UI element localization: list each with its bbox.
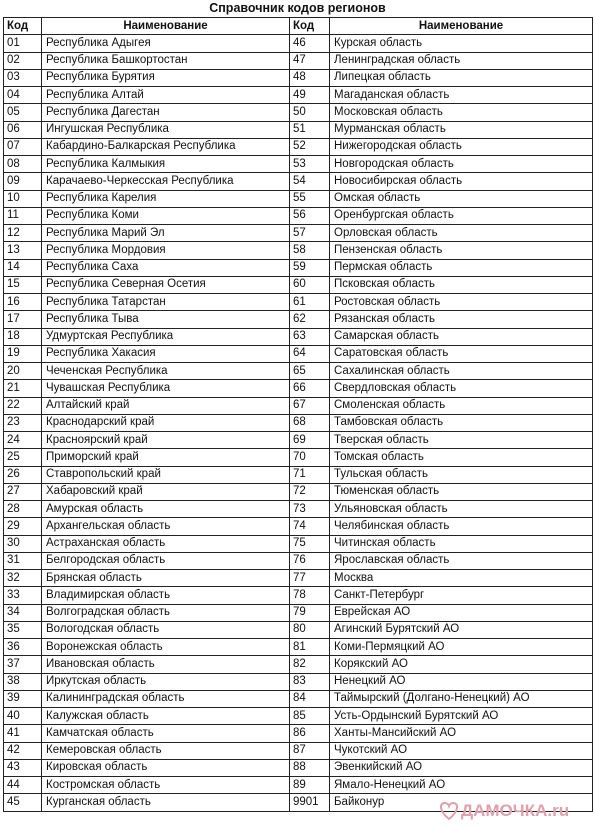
table-row [4,587,593,604]
region-code: 62 [290,311,330,328]
region-name: Алтайский край [42,397,290,414]
region-name: Томская область [330,449,593,466]
region-name: Тверская область [330,432,593,449]
region-code: 09 [4,173,42,190]
region-name: Агинский Бурятский АО [330,621,593,638]
table-row [4,35,593,52]
region-name: Корякский АО [330,656,593,673]
region-code: 53 [290,156,330,173]
region-code: 13 [4,242,42,259]
region-name: Ставропольский край [42,466,290,483]
region-code: 84 [290,690,330,707]
region-code: 39 [4,690,42,707]
region-name: Курганская область [42,794,290,811]
region-name: Ханты-Мансийский АО [330,725,593,742]
region-name: Костромская область [42,777,290,794]
region-code: 08 [4,156,42,173]
table-row [4,87,593,104]
table-row [4,380,593,397]
region-name: Республика Коми [42,207,290,224]
region-name: Республика Алтай [42,87,290,104]
region-code: 41 [4,725,42,742]
region-name: Ямало-Ненецкий АО [330,777,593,794]
region-name: Псковская область [330,276,593,293]
region-code: 11 [4,207,42,224]
region-name: Рязанская область [330,311,593,328]
region-name: Воронежская область [42,639,290,656]
table-row [4,552,593,569]
region-code: 56 [290,207,330,224]
region-name: Архангельская область [42,518,290,535]
table-row [4,363,593,380]
region-name: Республика Хакасия [42,345,290,362]
region-name: Белгородская область [42,552,290,569]
table-row [4,639,593,656]
region-code: 23 [4,414,42,431]
region-name: Самарская область [330,328,593,345]
region-code: 14 [4,259,42,276]
table-row [4,69,593,86]
region-name: Республика Калмыкия [42,156,290,173]
region-name: Камчатская область [42,725,290,742]
region-name: Ненецкий АО [330,673,593,690]
region-code: 55 [290,190,330,207]
region-name: Брянская область [42,570,290,587]
region-name: Амурская область [42,501,290,518]
region-name: Омская область [330,190,593,207]
region-code: 35 [4,621,42,638]
region-code: 59 [290,259,330,276]
region-code: 51 [290,121,330,138]
region-name: Тюменская область [330,483,593,500]
region-code: 07 [4,138,42,155]
region-code: 48 [290,69,330,86]
region-code: 79 [290,604,330,621]
region-code: 50 [290,104,330,121]
region-name: Кемеровская область [42,742,290,759]
region-code: 86 [290,725,330,742]
region-name: Тамбовская область [330,414,593,431]
region-code: 04 [4,87,42,104]
region-code: 22 [4,397,42,414]
region-codes-table [3,17,593,812]
region-code: 24 [4,432,42,449]
region-name: Еврейская АО [330,604,593,621]
region-code: 52 [290,138,330,155]
region-name: Чеченская Республика [42,363,290,380]
region-code: 33 [4,587,42,604]
region-name: Владимирская область [42,587,290,604]
region-code: 77 [290,570,330,587]
table-row [4,777,593,794]
region-name: Орловская область [330,225,593,242]
region-code: 64 [290,345,330,362]
region-code: 69 [290,432,330,449]
region-name: Ульяновская область [330,501,593,518]
region-code: 81 [290,639,330,656]
region-code: 06 [4,121,42,138]
region-name: Курская область [330,35,593,52]
region-code: 44 [4,777,42,794]
region-code: 03 [4,69,42,86]
region-code: 19 [4,345,42,362]
region-name: Эвенкийский АО [330,759,593,776]
region-code: 63 [290,328,330,345]
region-code: 73 [290,501,330,518]
region-name: Кабардино-Балкарская Республика [42,138,290,155]
table-row [4,190,593,207]
table-row [4,294,593,311]
region-code: 60 [290,276,330,293]
region-name: Приморский край [42,449,290,466]
region-name: Магаданская область [330,87,593,104]
region-name: Краснодарский край [42,414,290,431]
table-row [4,345,593,362]
region-name: Вологодская область [42,621,290,638]
region-code: 37 [4,656,42,673]
region-name: Республика Саха [42,259,290,276]
header-code-right: Код [290,18,330,35]
region-name: Сахалинская область [330,363,593,380]
table-row [4,414,593,431]
region-name: Волгоградская область [42,604,290,621]
region-name: Ингушская Республика [42,121,290,138]
header-row [4,18,593,35]
region-name: Республика Мордовия [42,242,290,259]
region-name: Хабаровский край [42,483,290,500]
region-code: 82 [290,656,330,673]
region-code: 01 [4,35,42,52]
region-name: Свердловская область [330,380,593,397]
region-name: Карачаево-Черкесская Республика [42,173,290,190]
region-name: Кировская область [42,759,290,776]
region-name: Санкт-Петербург [330,587,593,604]
table-row [4,742,593,759]
region-code: 12 [4,225,42,242]
region-name: Чувашская Республика [42,380,290,397]
region-name: Республика Бурятия [42,69,290,86]
region-code: 57 [290,225,330,242]
page-title: Справочник кодов регионов [209,1,386,15]
region-name: Нижегородская область [330,138,593,155]
region-name: Саратовская область [330,345,593,362]
table-row [4,207,593,224]
table-row [4,276,593,293]
table-row [4,725,593,742]
region-name: Байконур [330,794,593,811]
region-code: 45 [4,794,42,811]
region-code: 30 [4,535,42,552]
region-code: 29 [4,518,42,535]
table-row [4,604,593,621]
table-row [4,156,593,173]
region-code: 27 [4,483,42,500]
region-name: Республика Северная Осетия [42,276,290,293]
region-name: Пермская область [330,259,593,276]
table-row [4,138,593,155]
region-name: Новосибирская область [330,173,593,190]
table-row [4,311,593,328]
region-code: 68 [290,414,330,431]
region-code: 15 [4,276,42,293]
region-name: Коми-Пермяцкий АО [330,639,593,656]
table-row [4,259,593,276]
region-code: 58 [290,242,330,259]
region-code: 32 [4,570,42,587]
table-row [4,397,593,414]
region-name: Мурманская область [330,121,593,138]
region-code: 26 [4,466,42,483]
region-name: Республика Башкортостан [42,52,290,69]
table-row [4,483,593,500]
region-code: 05 [4,104,42,121]
region-code: 31 [4,552,42,569]
region-code: 40 [4,708,42,725]
region-code: 65 [290,363,330,380]
region-code: 28 [4,501,42,518]
region-name: Ярославская область [330,552,593,569]
region-name: Республика Адыгея [42,35,290,52]
table-row [4,173,593,190]
region-code: 36 [4,639,42,656]
region-name: Таймырский (Долгано-Ненецкий) АО [330,690,593,707]
table-row [4,121,593,138]
region-code: 20 [4,363,42,380]
table-row [4,328,593,345]
region-name: Красноярский край [42,432,290,449]
region-name: Республика Тыва [42,311,290,328]
table-row [4,794,593,811]
table-row [4,432,593,449]
header-code-left: Код [4,18,42,35]
region-code: 78 [290,587,330,604]
region-name: Московская область [330,104,593,121]
header-name-right: Наименование [330,18,593,35]
region-name: Удмуртская Республика [42,328,290,345]
table-row [4,104,593,121]
table-row [4,673,593,690]
region-code: 16 [4,294,42,311]
region-code: 70 [290,449,330,466]
region-name: Челябинская область [330,518,593,535]
region-code: 85 [290,708,330,725]
region-name: Ивановская область [42,656,290,673]
region-code: 54 [290,173,330,190]
region-name: Республика Татарстан [42,294,290,311]
region-code: 80 [290,621,330,638]
table-row [4,708,593,725]
region-name: Калужская область [42,708,290,725]
region-name: Москва [330,570,593,587]
region-code: 72 [290,483,330,500]
region-code: 83 [290,673,330,690]
table-row [4,449,593,466]
region-code: 88 [290,759,330,776]
region-code: 87 [290,742,330,759]
header-name-left: Наименование [42,18,290,35]
region-code: 71 [290,466,330,483]
region-code: 61 [290,294,330,311]
table-row [4,535,593,552]
table-row [4,690,593,707]
region-name: Оренбургская область [330,207,593,224]
region-name: Калининградская область [42,690,290,707]
region-code: 74 [290,518,330,535]
table-row [4,52,593,69]
region-name: Тульская область [330,466,593,483]
region-code: 89 [290,777,330,794]
table-row [4,518,593,535]
table-row [4,621,593,638]
table-row [4,466,593,483]
region-name: Липецкая область [330,69,593,86]
table-row [4,501,593,518]
region-name: Республика Марий Эл [42,225,290,242]
region-code: 49 [290,87,330,104]
table-row [4,225,593,242]
region-code: 76 [290,552,330,569]
region-code: 18 [4,328,42,345]
region-code: 34 [4,604,42,621]
region-name: Астраханская область [42,535,290,552]
region-code: 47 [290,52,330,69]
region-code: 67 [290,397,330,414]
region-name: Читинская область [330,535,593,552]
table-row [4,570,593,587]
region-name: Ростовская область [330,294,593,311]
region-code: 9901 [290,794,330,811]
region-name: Республика Карелия [42,190,290,207]
region-code: 66 [290,380,330,397]
region-code: 10 [4,190,42,207]
region-name: Новгородская область [330,156,593,173]
table-row [4,759,593,776]
region-code: 02 [4,52,42,69]
table-row [4,242,593,259]
region-code: 17 [4,311,42,328]
region-name: Республика Дагестан [42,104,290,121]
watermark-text: ДАМОЧКА.ru [461,801,570,820]
region-name: Пензенская область [330,242,593,259]
region-name: Чукотский АО [330,742,593,759]
region-name: Усть-Ордынский Бурятский АО [330,708,593,725]
region-code: 46 [290,35,330,52]
region-code: 75 [290,535,330,552]
region-name: Иркутская область [42,673,290,690]
region-code: 43 [4,759,42,776]
region-code: 42 [4,742,42,759]
region-code: 21 [4,380,42,397]
region-code: 38 [4,673,42,690]
table-row [4,656,593,673]
region-code: 25 [4,449,42,466]
region-name: Ленинградская область [330,52,593,69]
region-name: Смоленская область [330,397,593,414]
